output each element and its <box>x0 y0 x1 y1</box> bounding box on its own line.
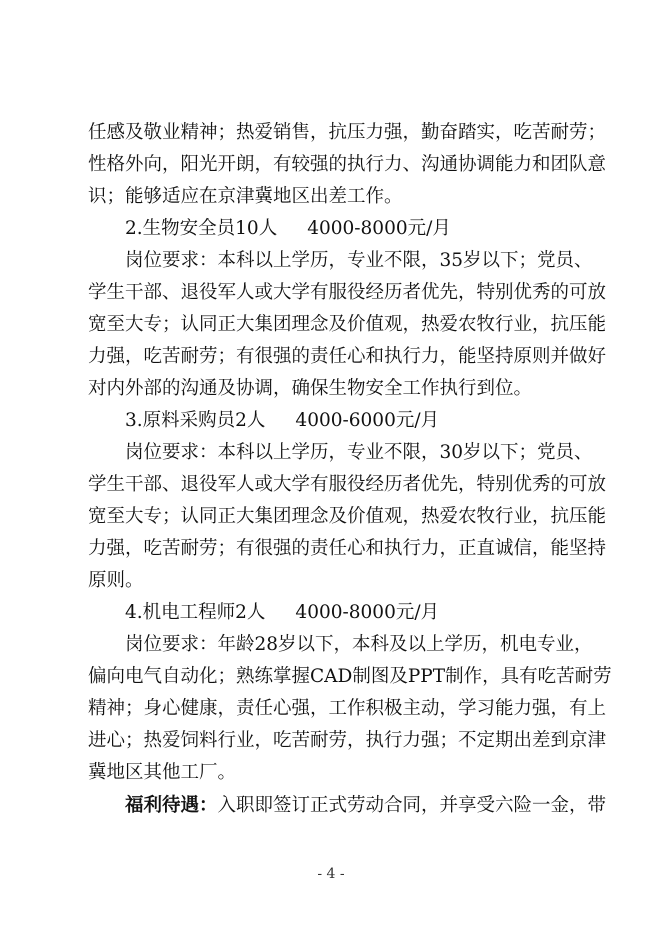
position-salary: 4000-6000元/月 <box>295 410 440 431</box>
position-heading <box>125 601 576 625</box>
position-heading <box>125 217 576 241</box>
body-line: 力强，吃苦耐劳；有很强的责任心和执行力，能坚持原则并做好 <box>88 346 607 367</box>
body-line: 岗位要求：本科以上学历，专业不限，35岁以下；党员、 <box>125 250 593 271</box>
body-line: 学生干部、退役军人或大学有服役经历者优先，特别优秀的可放 <box>88 282 607 303</box>
body-line: 冀地区其他工厂。 <box>88 762 237 783</box>
body-line: 偏向电气自动化；熟练掌握CAD制图及PPT制作，具有吃苦耐劳 <box>88 666 612 687</box>
body-line: 任感及敬业精神；热爱销售，抗压力强，勤奋踏实，吃苦耐劳； <box>88 122 607 143</box>
body-line: 精神；身心健康，责任心强，工作积极主动，学习能力强，有上 <box>88 698 607 719</box>
page-number: - 4 - <box>317 866 345 882</box>
position-title: 3.原料采购员2人 <box>125 410 266 431</box>
body-line: 对内外部的沟通及协调，确保生物安全工作执行到位。 <box>88 378 533 399</box>
benefits-label: 福利待遇： <box>125 795 218 816</box>
benefits-line <box>125 794 607 818</box>
body-line: 进心；热爱饲料行业，吃苦耐劳，执行力强；不定期出差到京津 <box>88 730 607 751</box>
position-salary: 4000-8000元/月 <box>295 602 440 623</box>
benefits-text: 入职即签订正式劳动合同，并享受六险一金，带 <box>217 795 607 816</box>
body-line: 宽至大专；认同正大集团理念及价值观，热爱农牧行业，抗压能 <box>88 314 607 335</box>
position-heading <box>125 409 576 433</box>
body-line: 岗位要求：年龄28岁以下，本科及以上学历，机电专业， <box>125 634 593 655</box>
body-line: 学生干部、退役军人或大学有服役经历者优先，特别优秀的可放 <box>88 474 607 495</box>
body-line: 岗位要求：本科以上学历，专业不限，30岁以下；党员、 <box>125 442 593 463</box>
position-title: 4.机电工程师2人 <box>125 602 266 623</box>
position-salary: 4000-8000元/月 <box>307 218 451 239</box>
position-title: 2.生物安全员10人 <box>125 218 278 239</box>
body-line: 识；能够适应在京津冀地区出差工作。 <box>88 186 403 207</box>
body-line: 宽至大专；认同正大集团理念及价值观，热爱农牧行业，抗压能 <box>88 506 607 527</box>
body-line: 力强，吃苦耐劳；有很强的责任心和执行力，正直诚信，能坚持 <box>88 538 607 559</box>
body-line: 性格外向，阳光开朗，有较强的执行力、沟通协调能力和团队意 <box>88 154 607 175</box>
body-line: 原则。 <box>88 570 144 591</box>
